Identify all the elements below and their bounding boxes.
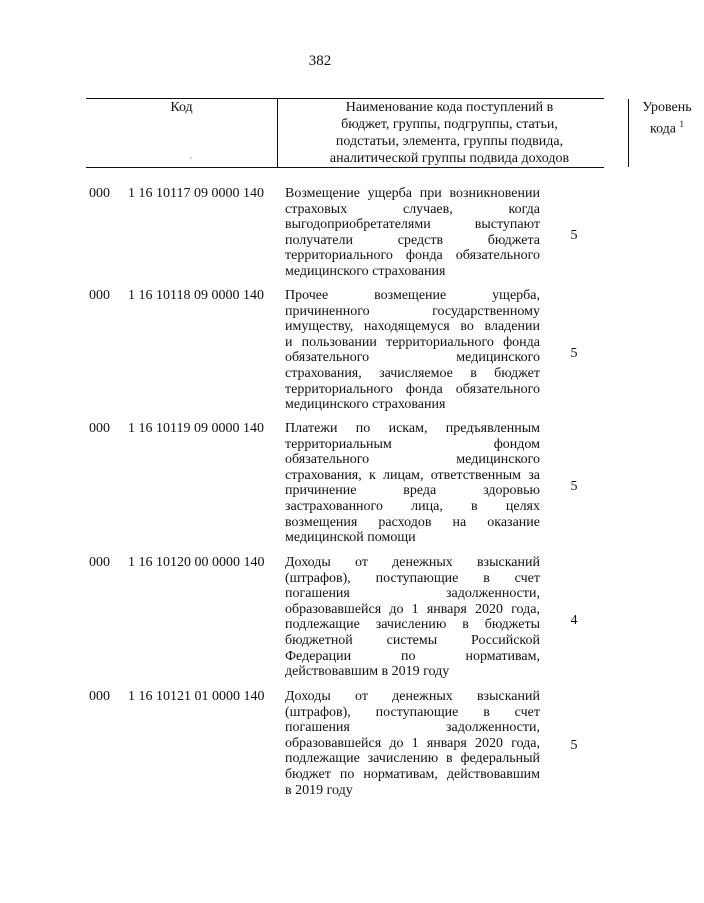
row-name (285, 555, 540, 680)
row-prefix: 000 (89, 689, 110, 704)
header-level-line1: Уровень (642, 100, 692, 115)
row-prefix: 000 (89, 555, 110, 570)
row-name-line: обязательного медицинского (285, 350, 540, 366)
row-name-line: обязательного медицинского (285, 452, 540, 468)
scan-mark: , (190, 151, 192, 160)
row-name-line: имуществу, находящемуся во владении (285, 319, 540, 335)
header-name-line: бюджет, группы, подгруппы, статьи, (341, 117, 558, 132)
row-name-line: и пользовании территориального фонда (285, 334, 540, 350)
row-name-line: медицинского страхования (285, 263, 446, 279)
table-row (0, 689, 640, 801)
row-name-line: возмещения расходов на оказание (285, 514, 540, 530)
row-name-line: застрахованного лица, в целях (285, 498, 540, 514)
row-name-line: медицинской помощи (285, 530, 416, 546)
row-name-line: медицинского страхования (285, 397, 446, 413)
row-name-line: (штрафов), поступающие в счет (285, 704, 540, 720)
row-prefix: 000 (89, 421, 110, 436)
row-name-line: страхования, зачисляемое в бюджет (285, 365, 540, 381)
row-level: 5 (570, 479, 578, 494)
row-code: 1 16 10120 00 0000 140 (128, 555, 265, 570)
row-name-line: образовавшейся до 1 января 2020 года, (285, 601, 540, 617)
header-code: Код (86, 99, 278, 167)
header-level (630, 99, 704, 167)
row-name-line: получатели средств бюджета (285, 232, 540, 248)
page-number: 382 (308, 53, 332, 69)
row-name-line: в 2019 году (285, 782, 353, 798)
row-name-line: территориального фонда обязательного (285, 381, 540, 397)
table-row (0, 186, 640, 280)
row-level: 5 (570, 228, 578, 243)
header-level-line2: кода (649, 121, 677, 137)
row-name-line: Прочее возмещение ущерба, (285, 288, 540, 303)
row-level: 4 (570, 613, 578, 628)
row-name-line: Платежи по искам, предъявленным (285, 421, 540, 436)
row-name (285, 421, 540, 546)
row-name-line: Доходы от денежных взысканий (285, 689, 540, 704)
header-name (277, 99, 628, 167)
row-name-line: Возмещение ущерба при возникновении (285, 186, 540, 201)
row-name-line: причинение вреда здоровью (285, 483, 540, 499)
header-name-line: Наименование кода поступлений в (345, 100, 554, 115)
footnote-marker: 1 (679, 119, 685, 129)
row-name-line: Доходы от денежных взысканий (285, 555, 540, 570)
row-code: 1 16 10117 09 0000 140 (128, 186, 264, 201)
row-name-line: подлежащие зачислению в бюджеты (285, 617, 540, 633)
row-name (285, 288, 540, 413)
row-level: 5 (570, 738, 578, 753)
row-name-line: страховых случаев, когда (285, 201, 540, 217)
table-row (0, 288, 640, 414)
row-name-line: подлежащие зачислению в федеральный (285, 751, 540, 767)
table-row (0, 555, 640, 681)
row-name-line: образовавшейся до 1 января 2020 года, (285, 735, 540, 751)
header-name-line: аналитической группы подвида доходов (329, 151, 570, 166)
row-name-line: действовавшим в 2019 году (285, 664, 450, 680)
header-name-line: подстатьи, элемента, группы подвида, (335, 134, 564, 149)
row-name-line: страхования, к лицам, ответственным за (285, 467, 540, 483)
row-prefix: 000 (89, 288, 110, 303)
row-name (285, 186, 540, 280)
row-name-line: выгодоприобретателями выступают (285, 217, 540, 233)
row-name-line: территориального фонда обязательного (285, 248, 540, 264)
table-row (0, 421, 640, 547)
row-name (285, 689, 540, 798)
header-divider (628, 99, 629, 167)
row-name-line: причиненного государственному (285, 303, 540, 319)
row-prefix: 000 (89, 186, 110, 201)
row-name-line: (штрафов), поступающие в счет (285, 570, 540, 586)
row-name-line: территориальным фондом (285, 436, 540, 452)
row-name-line: бюджет по нормативам, действовавшим (285, 766, 540, 782)
row-name-line: погашения задолженности, (285, 720, 540, 736)
row-name-line: погашения задолженности, (285, 586, 540, 602)
row-name-line: бюджетной системы Российской (285, 632, 540, 648)
row-code: 1 16 10118 09 0000 140 (128, 288, 264, 303)
row-name-line: Федерации по нормативам, (285, 648, 540, 664)
row-level: 5 (570, 346, 578, 361)
row-code: 1 16 10121 01 0000 140 (128, 689, 265, 704)
table-header (86, 98, 692, 168)
row-code: 1 16 10119 09 0000 140 (128, 421, 264, 436)
